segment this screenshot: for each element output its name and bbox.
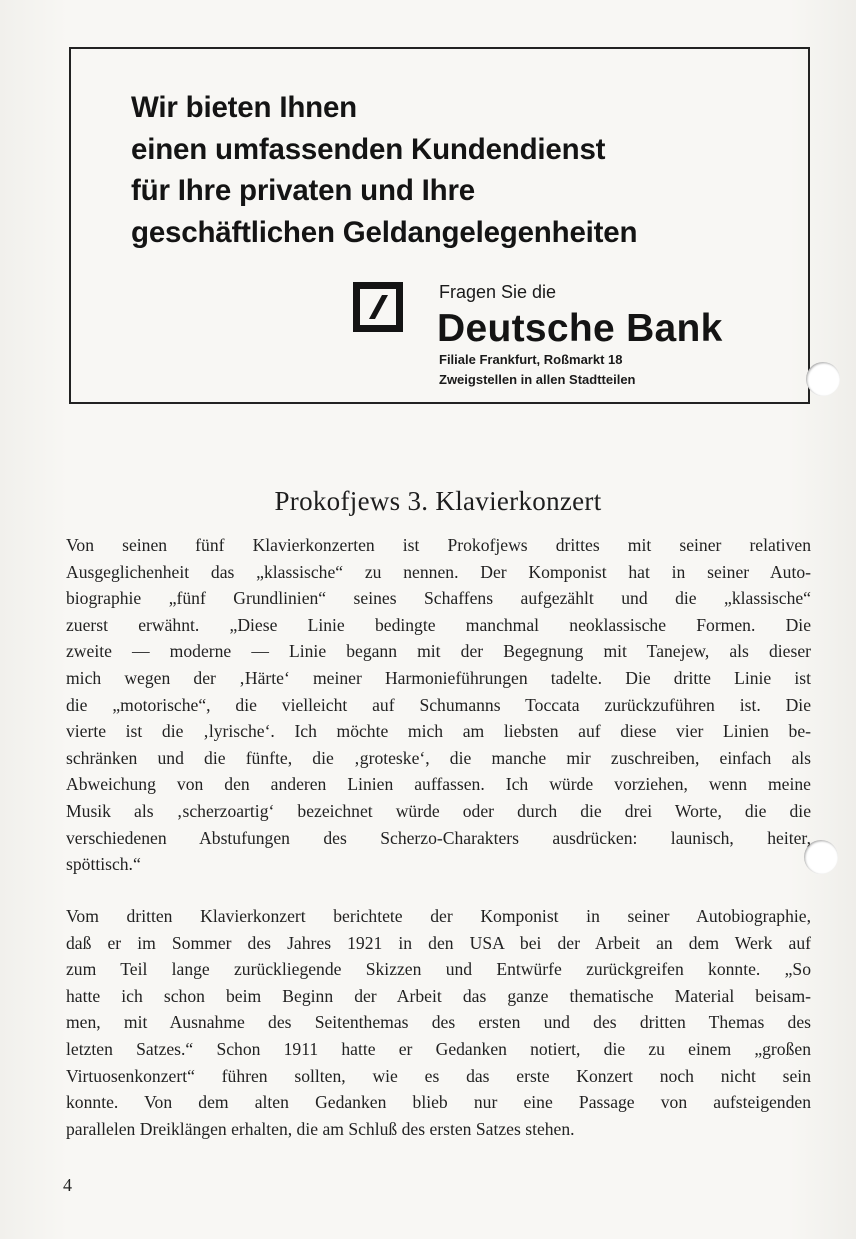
ad-sub-branches: Zweigstellen in allen Stadtteilen xyxy=(439,372,636,387)
ad-headline-line: einen umfassenden Kundendienst xyxy=(131,132,606,166)
text-line: Musik als ‚scherzoartig‘ bezeichnet würde oder durch die drei Worte, die die xyxy=(66,800,811,821)
punch-hole xyxy=(806,362,840,396)
deutsche-bank-logo-icon xyxy=(353,282,403,332)
text-line: zum Teil lange zurückliegende Skizzen und Entwürfe zurückgreifen konnte. „So xyxy=(66,959,811,980)
text-line: parallelen Dreiklängen erhalten, die am Schluß des ersten Satzes stehen. xyxy=(66,1118,575,1139)
text-line: biographie „fünf Grundlinien“ seines Schaffens aufgezählt und die „klassische“ xyxy=(66,588,811,609)
text-line: verschiedenen Abstufungen des Scherzo-Charakters ausdrücken: launisch, heiter, xyxy=(66,827,811,848)
page-number: 4 xyxy=(63,1175,72,1195)
text-line: spöttisch.“ xyxy=(66,854,141,875)
article-title: Prokofjews 3. Klavierkonzert xyxy=(274,486,602,516)
text-line: schränken und die fünfte, die ‚groteske‘, die manche mir zuschreiben, einfach als xyxy=(66,747,811,768)
text-line: zuerst erwähnt. „Diese Linie bedingte manchmal neoklassische Formen. Die xyxy=(66,614,811,635)
ad-headline-line: geschäftlichen Geldangelegenheiten xyxy=(131,215,638,249)
article-paragraph-1 xyxy=(66,532,811,878)
text-line: die „motorische“, die vielleicht auf Schumanns Toccata zurückzuführen ist. Die xyxy=(66,694,811,715)
text-line: Virtuosenkonzert“ führen sollten, wie es das erste Konzert noch nicht sein xyxy=(66,1065,811,1086)
article-paragraph-2 xyxy=(66,903,811,1142)
bank-advertisement xyxy=(69,47,810,404)
ad-branch-address: Filiale Frankfurt, Roßmarkt 18 xyxy=(439,352,623,367)
text-line: daß er im Sommer des Jahres 1921 in den USA bei der Arbeit an dem Werk auf xyxy=(66,932,811,953)
ad-ask-text: Fragen Sie die xyxy=(439,282,557,302)
ad-headline xyxy=(131,87,637,253)
text-line: letzten Satzes.“ Schon 1911 hatte er Gedanken notiert, die zu einem „großen xyxy=(66,1038,811,1059)
text-line: vierte ist die ‚lyrische‘. Ich möchte mich am liebsten auf diese vier Linien be- xyxy=(66,721,811,742)
text-line: Ausgeglichenheit das „klassische“ zu nennen. Der Komponist hat in seiner Auto- xyxy=(66,561,811,582)
text-line: men, mit Ausnahme des Seitenthemas des ersten und des dritten Themas des xyxy=(66,1012,811,1033)
text-line: Vom dritten Klavierkonzert berichtete der Komponist in seiner Autobiographie, xyxy=(66,906,811,926)
text-line: Abweichung von den anderen Linien auffassen. Ich würde vorziehen, wenn meine xyxy=(66,774,811,795)
ad-bank-name: Deutsche Bank xyxy=(437,307,723,350)
ad-headline-line: Wir bieten Ihnen xyxy=(131,91,357,124)
text-line: mich wegen der ‚Härte‘ meiner Harmonieführungen tadelte. Die dritte Linie ist xyxy=(66,667,811,688)
text-line: hatte ich schon beim Beginn der Arbeit das ganze thematische Material beisam- xyxy=(66,985,811,1006)
text-line: konnte. Von dem alten Gedanken blieb nur eine Passage von aufsteigenden xyxy=(66,1092,811,1113)
text-line: zweite — moderne — Linie begann mit der Begegnung mit Tanejew, als dieser xyxy=(66,641,811,662)
text-line: Von seinen fünf Klavierkonzerten ist Prokofjews drittes mit seiner relativen xyxy=(66,535,811,555)
ad-headline-line: für Ihre privaten und Ihre xyxy=(131,174,475,207)
